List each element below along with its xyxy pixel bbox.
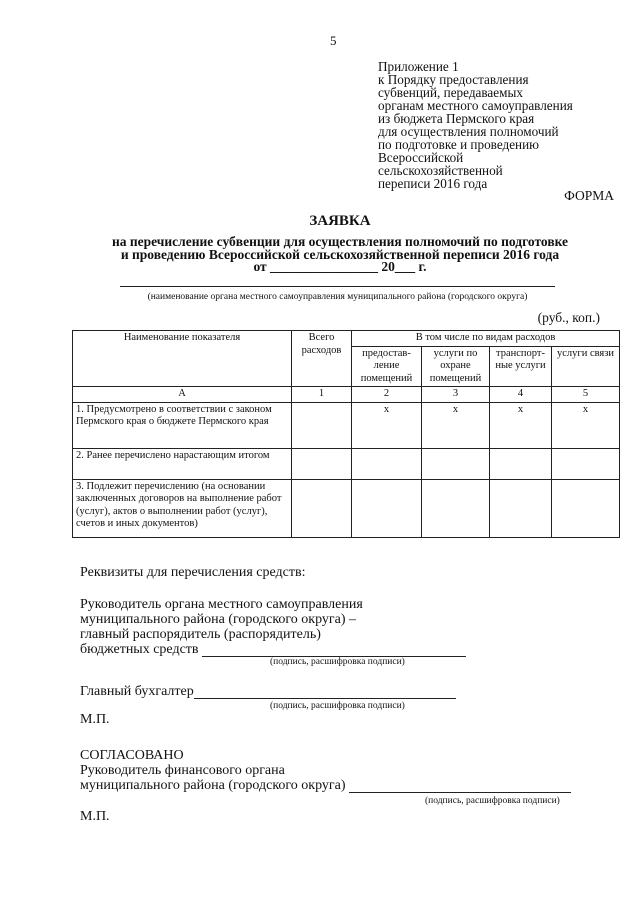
header-indicator: Наименование показателя bbox=[73, 331, 292, 387]
table-cell bbox=[292, 402, 352, 448]
header-security: услуги по охране помещений bbox=[422, 346, 490, 387]
header-including: В том числе по видам расходов bbox=[352, 331, 620, 347]
appendix-line: органам местного самоуправления bbox=[378, 98, 573, 113]
table-cell bbox=[490, 448, 552, 479]
agreed-line: Руководитель финансового органа bbox=[80, 763, 285, 778]
table-header-row bbox=[73, 331, 620, 347]
header-transport: транспорт-ные услуги bbox=[490, 346, 552, 387]
head-line: Руководитель органа местного самоуправления bbox=[80, 597, 363, 612]
head-line-text: бюджетных средств bbox=[80, 642, 199, 657]
table-row bbox=[73, 402, 620, 448]
org-name-caption: (наименование органа местного самоуправления муниципального района (городского округа) bbox=[147, 292, 528, 302]
document-title: ЗАЯВКА bbox=[309, 213, 371, 229]
appendix-line: сельскохозяйственной bbox=[378, 163, 503, 178]
table-row bbox=[73, 448, 620, 479]
accountant-row bbox=[80, 684, 456, 699]
org-name-line bbox=[120, 286, 555, 287]
subtitle-date-line: от ________________ 20___ г. bbox=[253, 259, 427, 274]
table-cell: х bbox=[552, 402, 620, 448]
request-table bbox=[72, 330, 620, 538]
col-number: 2 bbox=[352, 387, 422, 403]
appendix-line: по подготовке и проведению bbox=[378, 137, 540, 152]
subtitle-line: и проведению Всероссийской сельскохозяйственной переписи 2016 года bbox=[120, 246, 560, 262]
appendix-line: к Порядку предоставления bbox=[378, 72, 529, 87]
signature-caption: (подпись, расшифровка подписи) bbox=[270, 701, 405, 711]
col-number: 3 bbox=[422, 387, 490, 403]
table-cell bbox=[552, 479, 620, 537]
stamp-place: М.П. bbox=[80, 712, 110, 727]
agreed-title: СОГЛАСОВАНО bbox=[80, 748, 184, 763]
head-signature-line bbox=[202, 644, 466, 657]
col-number: 5 bbox=[552, 387, 620, 403]
table-row bbox=[73, 479, 620, 537]
table-cell bbox=[292, 448, 352, 479]
document-subtitle bbox=[70, 236, 610, 274]
column-number-row bbox=[73, 387, 620, 403]
appendix-line: субвенций, передаваемых bbox=[378, 85, 523, 100]
page-number: 5 bbox=[330, 33, 337, 48]
header-total: Всего расходов bbox=[292, 331, 352, 387]
table-cell bbox=[422, 479, 490, 537]
table-cell bbox=[490, 479, 552, 537]
appendix-line: переписи 2016 года bbox=[378, 176, 488, 191]
table-cell: х bbox=[490, 402, 552, 448]
table-cell bbox=[292, 479, 352, 537]
agreed-line bbox=[80, 778, 571, 793]
subtitle-line: на перечисление субвенции для осуществления полномочий по подготовке bbox=[111, 234, 569, 249]
table-cell bbox=[352, 479, 422, 537]
appendix-block bbox=[378, 60, 623, 190]
agreed-signature-line bbox=[349, 780, 571, 793]
col-number: 1 bbox=[292, 387, 352, 403]
col-number: 4 bbox=[490, 387, 552, 403]
head-line: муниципального района (городского округа) – bbox=[80, 612, 357, 627]
head-line: главный распорядитель (распорядитель) bbox=[80, 627, 321, 642]
appendix-line: для осуществления полномочий bbox=[378, 124, 559, 139]
agreed-line-text: муниципального района (городского округа) bbox=[80, 778, 346, 793]
head-line bbox=[80, 642, 466, 657]
row-name: 1. Предусмотрено в соответствии с законом Пермского края о бюджете Пермского края bbox=[73, 402, 292, 448]
unit-label: (руб., коп.) bbox=[537, 310, 600, 325]
table-cell: х bbox=[352, 402, 422, 448]
stamp-place: М.П. bbox=[80, 809, 110, 824]
accountant-label: Главный бухгалтер bbox=[80, 684, 194, 699]
header-communication: услуги связи bbox=[552, 346, 620, 387]
col-number: А bbox=[73, 387, 292, 403]
head-signature-block bbox=[80, 597, 466, 657]
header-premises: предостав-ление помещений bbox=[352, 346, 422, 387]
form-label: ФОРМА bbox=[564, 188, 614, 203]
table-cell bbox=[552, 448, 620, 479]
signature-caption: (подпись, расшифровка подписи) bbox=[270, 657, 405, 667]
signature-caption: (подпись, расшифровка подписи) bbox=[425, 796, 560, 806]
accountant-signature-line bbox=[194, 686, 456, 699]
row-name: 2. Ранее перечислено нарастающим итогом bbox=[73, 448, 292, 479]
appendix-line: Приложение 1 bbox=[378, 59, 459, 74]
table-cell: х bbox=[422, 402, 490, 448]
table-cell bbox=[422, 448, 490, 479]
appendix-line: Всероссийской bbox=[378, 150, 464, 165]
row-name: 3. Подлежит перечислению (на основании заключенных договоров на выполнение работ (услуг), актов о выполнении работ (услуг), счетов и иных документов) bbox=[73, 479, 292, 537]
requisites-label: Реквизиты для перечисления средств: bbox=[80, 565, 306, 580]
agreed-block bbox=[80, 748, 571, 793]
table-cell bbox=[352, 448, 422, 479]
appendix-line: из бюджета Пермского края bbox=[378, 111, 535, 126]
